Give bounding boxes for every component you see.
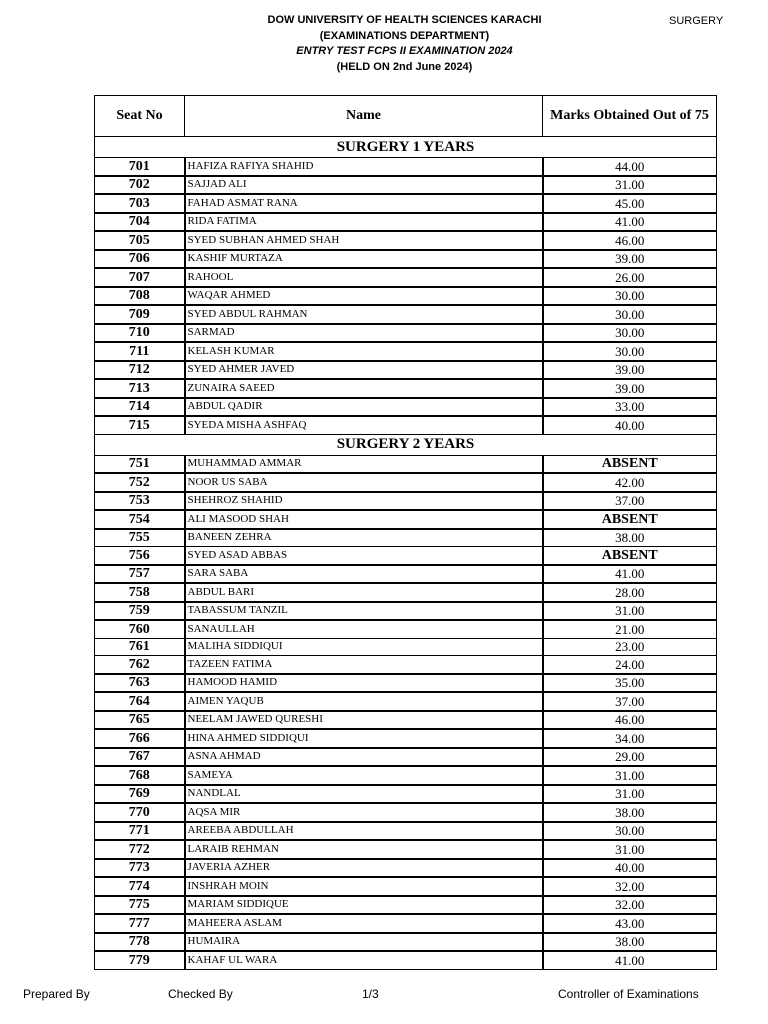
name-cell: MALIHA SIDDIQUI: [185, 638, 543, 656]
results-table: [94, 95, 717, 970]
prepared-by-label: Prepared By: [23, 987, 90, 1001]
name-cell: ALI MASOOD SHAH: [185, 510, 543, 529]
exam-title: ENTRY TEST FCPS II EXAMINATION 2024: [296, 45, 513, 57]
name-cell: MAHEERA ASLAM: [185, 914, 543, 933]
table-row: [95, 620, 717, 638]
table-row: [95, 748, 717, 767]
table-header-row: [95, 96, 717, 137]
name-cell: TABASSUM TANZIL: [185, 602, 543, 621]
seat-no-cell: 764: [95, 692, 185, 711]
name-cell: KELASH KUMAR: [185, 342, 543, 361]
table-row: [95, 455, 717, 473]
name-cell: SYED SUBHAN AHMED SHAH: [185, 231, 543, 250]
seat-no-cell: 705: [95, 231, 185, 250]
table-row: [95, 398, 717, 417]
marks-cell: 39.00: [543, 379, 717, 398]
seat-no-cell: 763: [95, 674, 185, 693]
name-cell: SANAULLAH: [185, 620, 543, 638]
table-row: [95, 896, 717, 915]
table-row: [95, 822, 717, 841]
marks-cell: 41.00: [543, 565, 717, 584]
seat-no-cell: 751: [95, 455, 185, 473]
seat-no-cell: 757: [95, 565, 185, 584]
marks-cell: 26.00: [543, 268, 717, 287]
table-row: [95, 565, 717, 584]
table-row: [95, 711, 717, 730]
name-cell: RIDA FATIMA: [185, 213, 543, 232]
name-cell: NOOR US SABA: [185, 473, 543, 492]
seat-no-cell: 778: [95, 933, 185, 952]
table-row: [95, 951, 717, 969]
seat-no-cell: 715: [95, 416, 185, 434]
marks-cell: 30.00: [543, 342, 717, 361]
marks-cell: 31.00: [543, 176, 717, 195]
name-cell: TAZEEN FATIMA: [185, 656, 543, 674]
seat-no-cell: 708: [95, 287, 185, 306]
name-cell: AIMEN YAQUB: [185, 692, 543, 711]
seat-no-cell: 777: [95, 914, 185, 933]
seat-no-cell: 754: [95, 510, 185, 529]
table-row: [95, 529, 717, 547]
seat-no-cell: 767: [95, 748, 185, 767]
table-row: [95, 877, 717, 896]
seat-no-cell: 765: [95, 711, 185, 730]
name-cell: LARAIB REHMAN: [185, 840, 543, 859]
marks-cell: 31.00: [543, 766, 717, 785]
name-cell: ASNA AHMAD: [185, 748, 543, 767]
university-name: DOW UNIVERSITY OF HEALTH SCIENCES KARACHI: [267, 14, 542, 26]
table-row: [95, 158, 717, 176]
marks-cell: 30.00: [543, 324, 717, 343]
seat-no-cell: 760: [95, 620, 185, 638]
marks-cell: 31.00: [543, 602, 717, 621]
page-number: 1/3: [362, 987, 379, 1001]
section-row: [95, 434, 717, 455]
marks-cell: 31.00: [543, 840, 717, 859]
section-title: SURGERY 1 YEARS: [95, 137, 717, 158]
seat-no-cell: 762: [95, 656, 185, 674]
table-row: [95, 840, 717, 859]
marks-cell: 46.00: [543, 711, 717, 730]
marks-cell: 38.00: [543, 803, 717, 822]
marks-cell: 31.00: [543, 785, 717, 804]
marks-cell: ABSENT: [543, 510, 717, 529]
seat-no-cell: 761: [95, 638, 185, 656]
seat-no-cell: 773: [95, 859, 185, 878]
name-cell: MARIAM SIDDIQUE: [185, 896, 543, 915]
name-cell: SAJJAD ALI: [185, 176, 543, 195]
seat-no-cell: 758: [95, 583, 185, 602]
name-cell: NEELAM JAWED QURESHI: [185, 711, 543, 730]
table-row: [95, 305, 717, 324]
seat-no-cell: 752: [95, 473, 185, 492]
name-header: Name: [185, 96, 543, 137]
table-row: [95, 342, 717, 361]
table-row: [95, 287, 717, 306]
marks-header: Marks Obtained Out of 75: [543, 96, 717, 137]
department-tag: SURGERY: [669, 15, 724, 27]
seat-no-cell: 770: [95, 803, 185, 822]
table-row: [95, 194, 717, 213]
table-row: [95, 803, 717, 822]
marks-cell: 39.00: [543, 250, 717, 269]
seat-no-cell: 703: [95, 194, 185, 213]
name-cell: FAHAD ASMAT RANA: [185, 194, 543, 213]
marks-cell: 37.00: [543, 692, 717, 711]
marks-cell: ABSENT: [543, 547, 717, 565]
name-cell: HUMAIRA: [185, 933, 543, 952]
marks-cell: 37.00: [543, 492, 717, 511]
marks-cell: 40.00: [543, 859, 717, 878]
marks-cell: 44.00: [543, 158, 717, 176]
name-cell: SHEHROZ SHAHID: [185, 492, 543, 511]
seat-no-cell: 775: [95, 896, 185, 915]
name-cell: JAVERIA AZHER: [185, 859, 543, 878]
marks-cell: 21.00: [543, 620, 717, 638]
marks-cell: 40.00: [543, 416, 717, 434]
marks-cell: 43.00: [543, 914, 717, 933]
name-cell: KAHAF UL WARA: [185, 951, 543, 969]
name-cell: HINA AHMED SIDDIQUI: [185, 729, 543, 748]
seat-no-cell: 768: [95, 766, 185, 785]
seat-no-cell: 766: [95, 729, 185, 748]
section-row: [95, 137, 717, 158]
table-row: [95, 583, 717, 602]
name-cell: SYED AHMER JAVED: [185, 361, 543, 380]
marks-cell: 45.00: [543, 194, 717, 213]
seat-no-cell: 769: [95, 785, 185, 804]
seat-no-cell: 706: [95, 250, 185, 269]
marks-cell: 32.00: [543, 896, 717, 915]
table-row: [95, 547, 717, 565]
name-cell: BANEEN ZEHRA: [185, 529, 543, 547]
name-cell: RAHOOL: [185, 268, 543, 287]
marks-cell: 41.00: [543, 951, 717, 969]
table-row: [95, 656, 717, 674]
table-row: [95, 933, 717, 952]
table-row: [95, 231, 717, 250]
section-title: SURGERY 2 YEARS: [95, 434, 717, 455]
marks-cell: 30.00: [543, 305, 717, 324]
marks-cell: 39.00: [543, 361, 717, 380]
name-cell: SARA SABA: [185, 565, 543, 584]
table-row: [95, 692, 717, 711]
marks-cell: 32.00: [543, 877, 717, 896]
seat-no-header: Seat No: [95, 96, 185, 137]
table-row: [95, 361, 717, 380]
name-cell: INSHRAH MOIN: [185, 877, 543, 896]
marks-cell: 23.00: [543, 638, 717, 656]
table-row: [95, 379, 717, 398]
seat-no-cell: 756: [95, 547, 185, 565]
marks-cell: 38.00: [543, 933, 717, 952]
checked-by-label: Checked By: [168, 987, 233, 1001]
table-row: [95, 416, 717, 434]
name-cell: SYED ABDUL RAHMAN: [185, 305, 543, 324]
marks-cell: 38.00: [543, 529, 717, 547]
name-cell: SAMEYA: [185, 766, 543, 785]
table-row: [95, 785, 717, 804]
results-body: [95, 96, 717, 970]
marks-cell: 30.00: [543, 822, 717, 841]
name-cell: SYED ASAD ABBAS: [185, 547, 543, 565]
marks-cell: 46.00: [543, 231, 717, 250]
table-row: [95, 324, 717, 343]
name-cell: ZUNAIRA SAEED: [185, 379, 543, 398]
seat-no-cell: 755: [95, 529, 185, 547]
table-row: [95, 638, 717, 656]
table-row: [95, 914, 717, 933]
seat-no-cell: 753: [95, 492, 185, 511]
marks-cell: 34.00: [543, 729, 717, 748]
marks-cell: 41.00: [543, 213, 717, 232]
seat-no-cell: 707: [95, 268, 185, 287]
seat-no-cell: 713: [95, 379, 185, 398]
seat-no-cell: 779: [95, 951, 185, 969]
name-cell: SARMAD: [185, 324, 543, 343]
table-row: [95, 250, 717, 269]
table-row: [95, 602, 717, 621]
table-row: [95, 766, 717, 785]
name-cell: AREEBA ABDULLAH: [185, 822, 543, 841]
seat-no-cell: 710: [95, 324, 185, 343]
marks-cell: 33.00: [543, 398, 717, 417]
name-cell: WAQAR AHMED: [185, 287, 543, 306]
marks-cell: 24.00: [543, 656, 717, 674]
marks-cell: 29.00: [543, 748, 717, 767]
marks-cell: 35.00: [543, 674, 717, 693]
name-cell: KASHIF MURTAZA: [185, 250, 543, 269]
controller-label: Controller of Examinations: [558, 987, 699, 1001]
marks-cell: 42.00: [543, 473, 717, 492]
name-cell: AQSA MIR: [185, 803, 543, 822]
seat-no-cell: 712: [95, 361, 185, 380]
table-row: [95, 473, 717, 492]
table-row: [95, 213, 717, 232]
name-cell: MUHAMMAD AMMAR: [185, 455, 543, 473]
seat-no-cell: 702: [95, 176, 185, 195]
name-cell: SYEDA MISHA ASHFAQ: [185, 416, 543, 434]
exam-date: (HELD ON 2nd June 2024): [336, 60, 473, 73]
table-row: [95, 859, 717, 878]
name-cell: NANDLAL: [185, 785, 543, 804]
seat-no-cell: 701: [95, 158, 185, 176]
table-row: [95, 176, 717, 195]
department-name: (EXAMINATIONS DEPARTMENT): [319, 29, 490, 42]
marks-cell: 28.00: [543, 583, 717, 602]
table-row: [95, 729, 717, 748]
seat-no-cell: 759: [95, 602, 185, 621]
name-cell: ABDUL QADIR: [185, 398, 543, 417]
name-cell: ABDUL BARI: [185, 583, 543, 602]
table-row: [95, 268, 717, 287]
seat-no-cell: 711: [95, 342, 185, 361]
seat-no-cell: 772: [95, 840, 185, 859]
name-cell: HAFIZA RAFIYA SHAHID: [185, 158, 543, 176]
document-heading: [94, 13, 715, 75]
table-row: [95, 510, 717, 529]
seat-no-cell: 709: [95, 305, 185, 324]
marks-cell: ABSENT: [543, 455, 717, 473]
marks-cell: 30.00: [543, 287, 717, 306]
seat-no-cell: 774: [95, 877, 185, 896]
table-row: [95, 492, 717, 511]
seat-no-cell: 714: [95, 398, 185, 417]
seat-no-cell: 771: [95, 822, 185, 841]
name-cell: HAMOOD HAMID: [185, 674, 543, 693]
table-row: [95, 674, 717, 693]
seat-no-cell: 704: [95, 213, 185, 232]
